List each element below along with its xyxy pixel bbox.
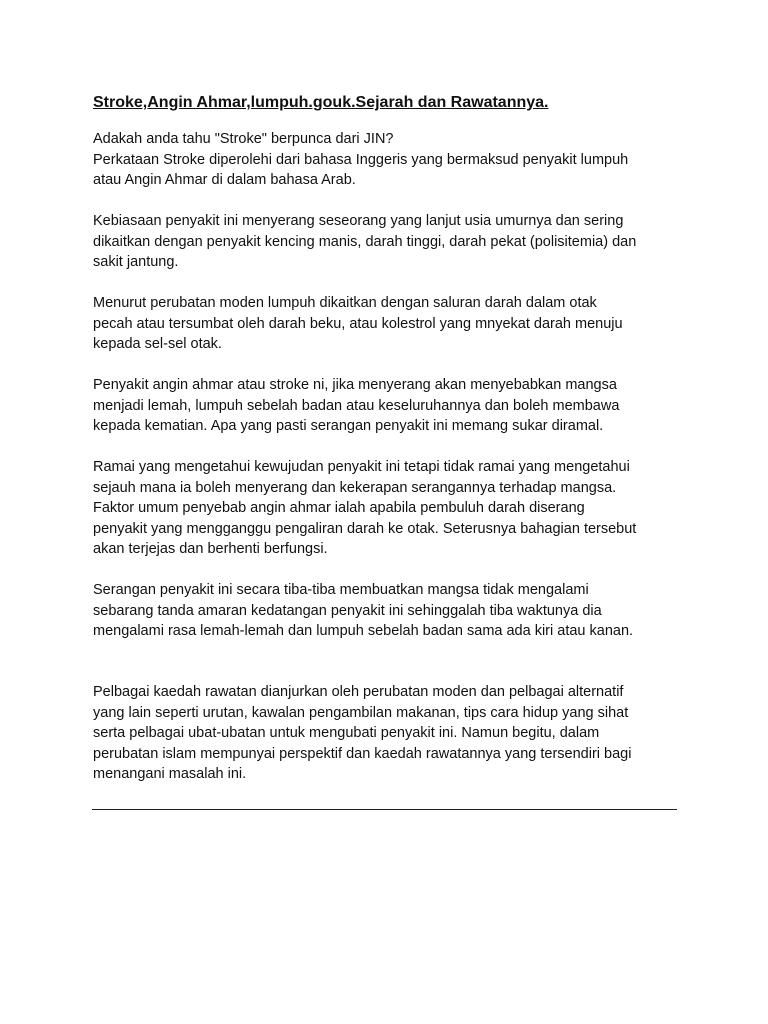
paragraph-line: Serangan penyakit ini secara tiba-tiba membuatkan mangsa tidak mengalami <box>93 582 589 598</box>
paragraph-line: Menurut perubatan moden lumpuh dikaitkan dengan saluran darah dalam otak <box>93 295 597 311</box>
paragraph-effects <box>93 375 693 437</box>
paragraph-line: menjadi lemah, lumpuh sebelah badan atau keseluruhannya dan boleh membawa <box>93 397 620 414</box>
paragraph-line: yang lain seperti urutan, kawalan pengambilan makanan, tips cara hidup yang sihat <box>93 704 629 721</box>
paragraph-line: serta pelbagai ubat-ubatan untuk mengubati penyakit ini. Namun begitu, dalam <box>93 725 600 741</box>
paragraph-line: Penyakit angin ahmar atau stroke ni, jika menyerang akan menyebabkan mangsa <box>93 377 617 393</box>
paragraph-risk-factors <box>93 211 693 273</box>
paragraph-line: penyakit yang mengganggu pengaliran darah ke otak. Seterusnya bahagian tersebut <box>93 520 637 537</box>
paragraph-intro <box>93 129 693 191</box>
paragraph-causes <box>93 457 693 560</box>
paragraph-line: sakit jantung. <box>93 254 179 270</box>
paragraph-line: Faktor umum penyebab angin ahmar ialah apabila pembuluh darah diserang <box>93 500 585 516</box>
paragraph-line: akan terjejas dan berhenti berfungsi. <box>93 541 328 557</box>
paragraph-line: Kebiasaan penyakit ini menyerang seseorang yang lanjut usia umurnya dan sering <box>93 213 624 229</box>
paragraph-line: sejauh mana ia boleh menyerang dan kekerapan serangannya terhadap mangsa. <box>93 479 617 496</box>
paragraph-line: dikaitkan dengan penyakit kencing manis, darah tinggi, darah pekat (polisitemia) dan <box>93 233 637 250</box>
paragraph-line: menangani masalah ini. <box>93 766 247 782</box>
paragraph-modern-medicine <box>93 293 693 355</box>
paragraph-line: Perkataan Stroke diperolehi dari bahasa Inggeris yang bermaksud penyakit lumpuh <box>93 151 629 168</box>
paragraph-treatment <box>93 682 693 785</box>
paragraph-line: sebarang tanda amaran kedatangan penyakit ini sehinggalah tiba waktunya dia <box>93 602 602 619</box>
paragraph-symptoms <box>93 580 693 642</box>
paragraph-line: pecah atau tersumbat oleh darah beku, atau kolestrol yang mnyekat darah menuju <box>93 315 623 332</box>
paragraph-line: mengalami rasa lemah-lemah dan lumpuh sebelah badan sama ada kiri atau kanan. <box>93 623 634 639</box>
paragraph-line: Adakah anda tahu "Stroke" berpunca dari JIN? <box>93 131 394 147</box>
paragraph-line: perubatan islam mempunyai perspektif dan kaedah rawatannya yang tersendiri bagi <box>93 745 632 762</box>
paragraph-line: kepada sel-sel otak. <box>93 336 222 352</box>
paragraph-line: atau Angin Ahmar di dalam bahasa Arab. <box>93 172 356 188</box>
document-title: Stroke,Angin Ahmar,lumpuh.gouk.Sejarah dan Rawatannya. <box>93 94 549 111</box>
horizontal-divider <box>92 809 677 810</box>
paragraph-line: kepada kematian. Apa yang pasti serangan penyakit ini memang sukar diramal. <box>93 418 604 434</box>
paragraph-line: Pelbagai kaedah rawatan dianjurkan oleh perubatan moden dan pelbagai alternatif <box>93 684 624 700</box>
paragraph-line: Ramai yang mengetahui kewujudan penyakit ini tetapi tidak ramai yang mengetahui <box>93 459 630 475</box>
